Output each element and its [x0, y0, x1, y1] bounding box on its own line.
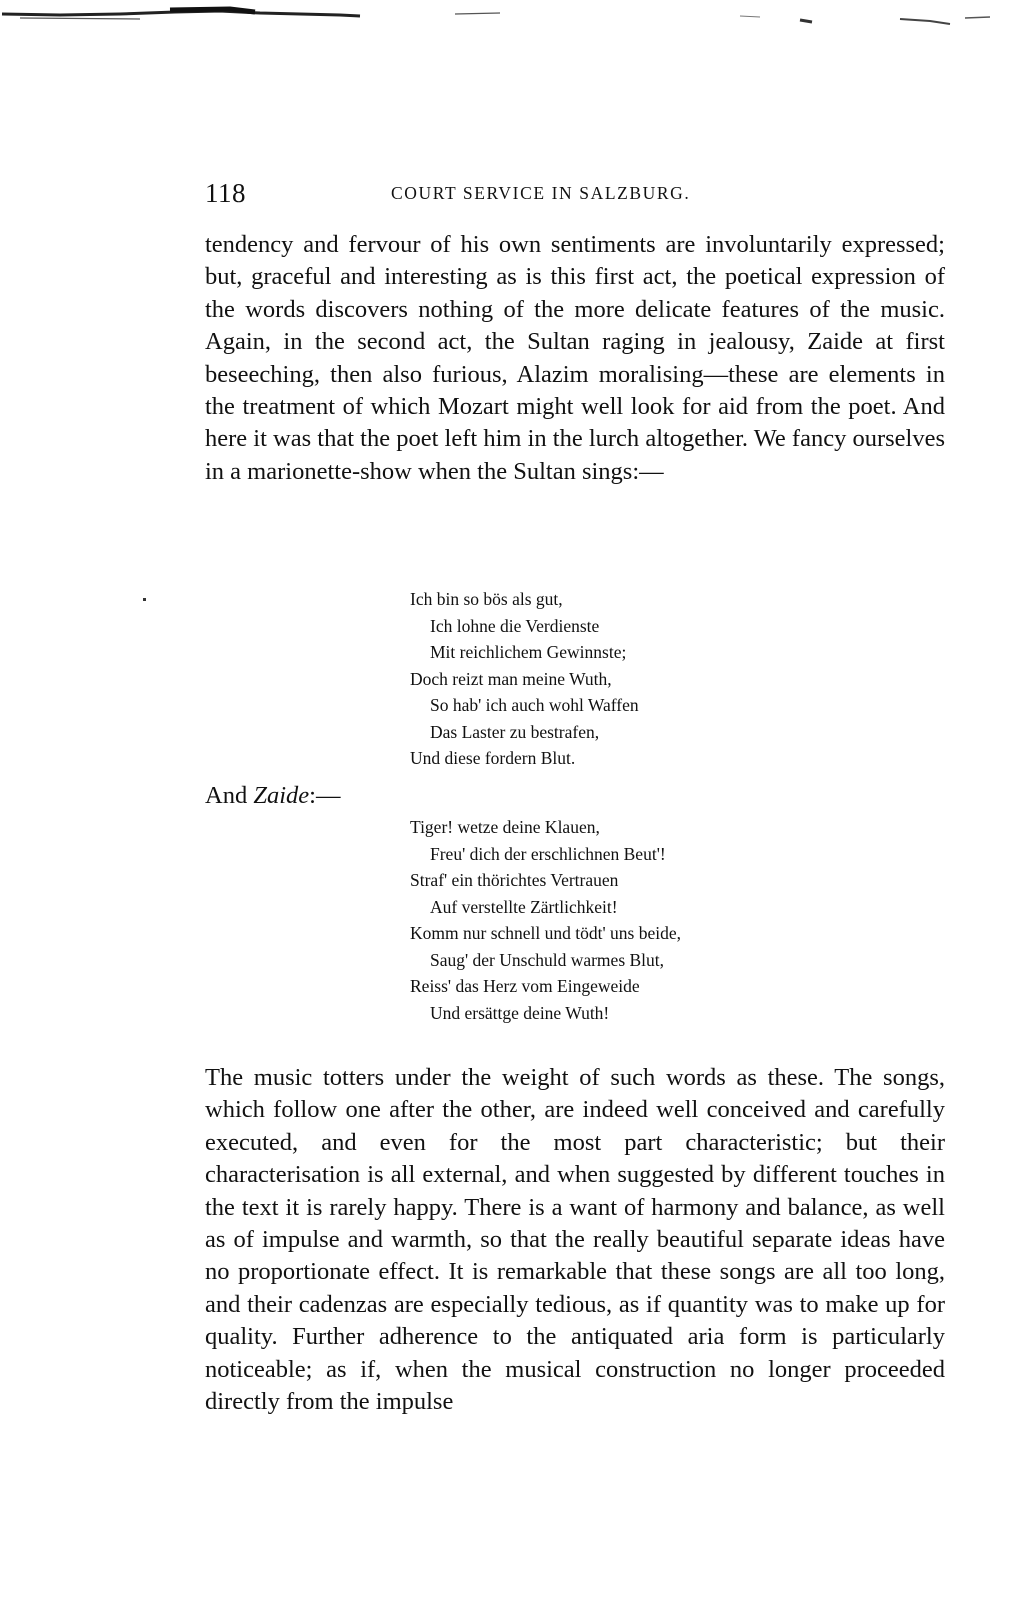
- verse-line: Ich bin so bös als gut,: [410, 589, 563, 609]
- scan-edge-artifact: [0, 0, 1036, 40]
- paragraph-1: tendency and fervour of his own sentiments are involuntarily expressed; but, graceful and interesting as is this first act, the poetical expression of the words discovers nothing of the more delicate features of the music. Again, in the second act, the Sultan raging in jealousy, Zaide at first beseeching, then also furious, Alazim moralising—these are elements in the treatment of which Mozart might well look for aid from the poet. And here it was that the poet left him in the lurch altogether. We fancy ourselves in a marionette-show when the Sultan sings:—: [205, 231, 945, 485]
- verse-line: Doch reizt man meine Wuth,: [410, 668, 612, 689]
- verse-line: Saug' der Unschuld warmes Blut,: [430, 949, 665, 970]
- verse-line: Das Laster zu bestrafen,: [430, 721, 600, 742]
- zaide-verse: [410, 814, 830, 1026]
- verse-line: Straf' ein thörichtes Vertrauen: [410, 870, 619, 890]
- zaide-intro: [205, 780, 340, 812]
- verse-line: Mit reichlichem Gewinnste;: [430, 642, 627, 662]
- page-number: 118: [205, 178, 246, 208]
- verse-line: Ich lohne die Verdienste: [430, 615, 600, 636]
- running-title: COURT SERVICE IN SALZBURG.: [391, 183, 691, 203]
- sultan-verse: [410, 586, 830, 772]
- verse-line: Und diese fordern Blut.: [410, 748, 576, 768]
- verse-line: Komm nur schnell und tödt' uns beide,: [410, 923, 681, 943]
- zaide-intro-suffix: :—: [309, 782, 341, 809]
- page-header: [205, 178, 945, 218]
- margin-dot: [143, 598, 146, 601]
- verse-line: Und ersättge deine Wuth!: [430, 1002, 610, 1023]
- zaide-intro-prefix: And: [205, 782, 254, 809]
- verse-line: Reiss' das Herz vom Eingeweide: [410, 976, 640, 996]
- verse-line: Tiger! wetze deine Klauen,: [410, 817, 600, 837]
- verse-line: So hab' ich auch wohl Waffen: [430, 695, 639, 715]
- zaide-name: Zaide: [253, 782, 310, 809]
- verse-line: Auf verstellte Zärtlichkeit!: [430, 896, 618, 917]
- paragraph-2: The music totters under the weight of such words as these. The songs, which follow one after the other, are indeed well conceived and carefully executed, and even for the most part characteristic; but their characterisation is all external, and when suggested by different touches in the text it is rarely happy. There is a want of harmony and balance, as well as of impulse and warmth, so that the really beautiful separate ideas have no proportionate effect. It is remarkable that these songs are all too long, and their cadenzas are especially tedious, as if quantity was to make up for quality. Further adherence to the antiquated aria form is particularly noticeable; as if, when the musical construction no longer proceeded directly from the impulse: [205, 1064, 945, 1416]
- verse-line: Freu' dich der erschlichnen Beut'!: [430, 843, 666, 864]
